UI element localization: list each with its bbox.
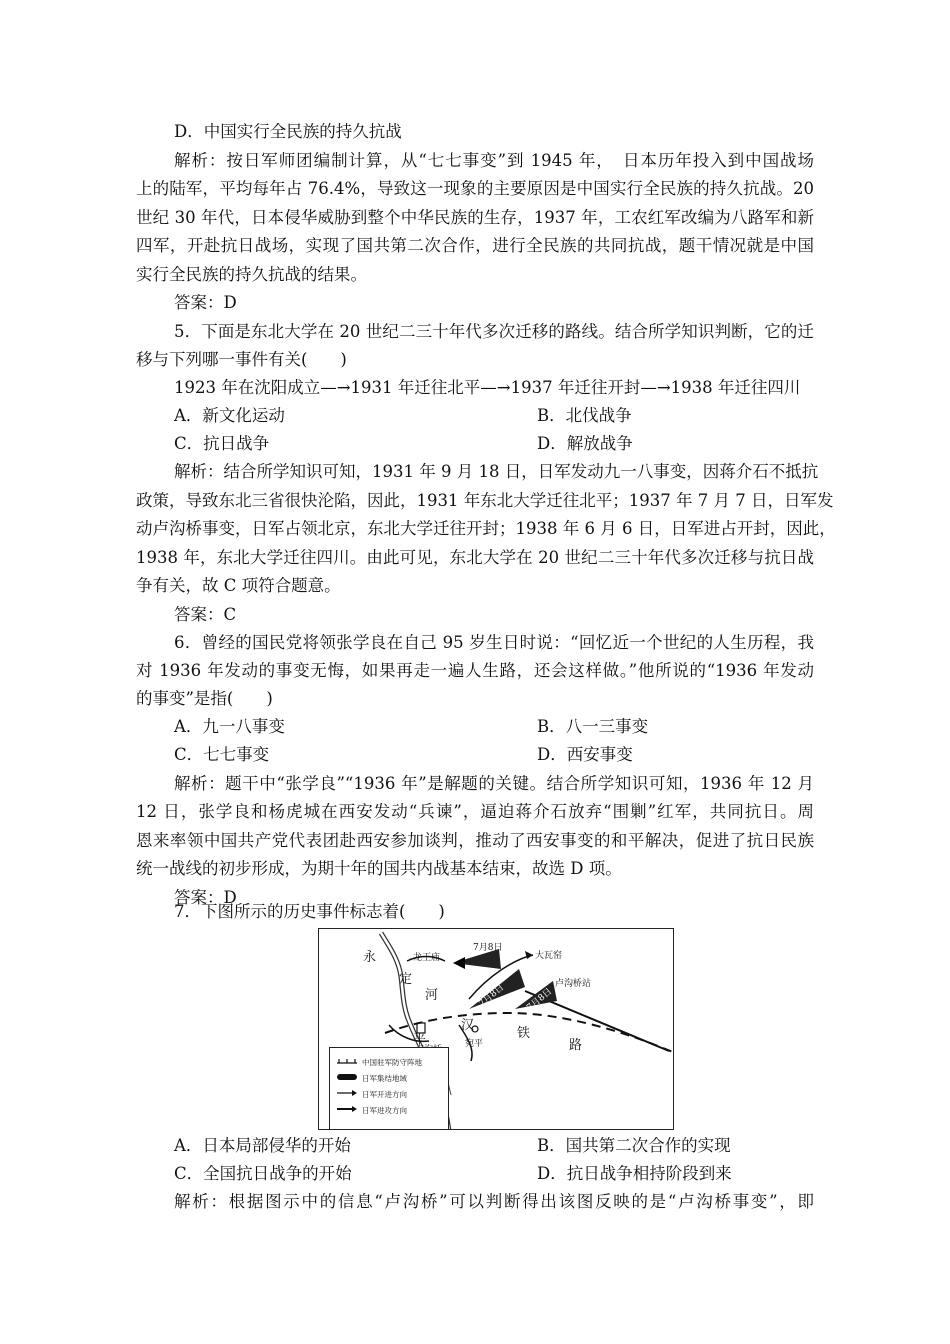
map-label-wanping: 宛平 (465, 1039, 484, 1049)
q5-analysis-line-3: 动卢沟桥事变，日军占领北京，东北大学迁往开封；1938 年 6 月 6 日，日军进占开封，因此， (136, 519, 836, 538)
q6-analysis-line-1: 解析：题干中“张学良”“1936 年”是解题的关键。结合所学知识可知，1936 年 12 月 (174, 774, 814, 793)
q6-option-b: B．八一三事变 (537, 717, 649, 736)
q5-option-a: A．新文化运动 (174, 406, 285, 425)
q5-analysis-line-4: 1938 年，东北大学迁往四川。由此可见，东北大学在 20 世纪二三十年代多次迁移与抗日战 (136, 548, 814, 567)
legend-defense-symbol (336, 1058, 358, 1064)
q6-analysis-line-4: 统一战线的初步形成，为期十年的国共内战基本结束，故选 D 项。 (136, 859, 622, 878)
legend-row-assembly (336, 1074, 448, 1084)
map-label-longwangmiao: 龙王庙 (413, 953, 441, 963)
q5-stem-line-1: 5．下面是东北大学在 20 世纪二三十年代多次迁移的路线。结合所学知识判断，它的迁 (174, 322, 814, 341)
q6-option-a: A．九一八事变 (174, 717, 285, 736)
map-label-lu: 路 (569, 1038, 583, 1053)
q5-route: 1923 年在沈阳成立—→1931 年迁往北平—→1937 年迁往开封—→1938 年迁往四川 (174, 378, 801, 397)
attack-arrow-1-head (453, 957, 465, 969)
q6-stem-line-3: 的事变”是指( ) (136, 689, 273, 708)
legend-row-attack (336, 1106, 448, 1116)
q5-analysis-line-2: 政策，导致东北三省很快沦陷，因此，1931 年东北大学迁往北平；1937 年 7 月 7 日，日军发 (136, 491, 834, 510)
legend-row-defense (336, 1058, 448, 1068)
map-label-han: 汉 (461, 1018, 475, 1033)
q4-analysis-line-3: 世纪 30 年代，日本侵华威胁到整个中华民族的生存，1937 年，工农红军改编为八路军和新 (136, 208, 814, 227)
q7-analysis-line-1: 解析：根据图示中的信息“卢沟桥”可以判断得出该图反映的是“卢沟桥事变”，即 (174, 1192, 814, 1211)
q4-option-d: D．中国实行全民族的持久抗战 (174, 122, 402, 141)
q4-analysis-line-5: 实行全民族的持久抗战的结果。 (136, 265, 367, 284)
q5-analysis-line-1: 解析：结合所学知识可知，1931 年 9 月 18 日，日军发动九一八事变，因蒋介石不抵抗 (174, 462, 819, 481)
q6-option-d: D．西安事变 (537, 745, 633, 764)
q6-analysis-line-3: 恩来率领中国共产党代表团赴西安参加谈判，推动了西安事变的和平解决，促进了抗日民族 (136, 831, 814, 850)
map-label-date-3: 7月8日 (525, 986, 555, 1014)
legend-text-attack: 日军进攻方向 (362, 1106, 407, 1115)
map-label-lugouqiao-station: 卢沟桥站 (555, 979, 592, 989)
q4-analysis-line-4: 四军，开赴抗日战场，实现了国共第二次合作，进行全民族的共同抗战，题干情况就是中国 (136, 236, 814, 255)
map-label-date-2: 7月8日 (477, 982, 507, 1010)
legend-attack-symbol (336, 1106, 358, 1112)
map-legend (329, 1047, 449, 1130)
q5-answer: 答案：C (174, 605, 237, 624)
q6-option-c: C．七七事变 (174, 745, 270, 764)
q6-stem-line-2: 对 1936 年发动的事变无悔，如果再走一遍人生路，还会这样做。”他所说的“1936 年发动 (136, 661, 814, 680)
legend-text-advance: 日军开进方向 (362, 1090, 407, 1099)
q4-answer: 答案：D (174, 293, 237, 312)
lugouqiao-incident-map (318, 928, 674, 1130)
q6-stem-line-1: 6．曾经的国民党将领张学良在自己 95 岁生日时说：“回忆近一个世纪的人生历程，我 (174, 633, 814, 652)
q5-option-b: B．北伐战争 (537, 406, 632, 425)
q7-option-a: A．日本局部侵华的开始 (174, 1136, 351, 1155)
q4-analysis-line-2: 上的陆军，平均每年占 76.4%，导致这一现象的主要原因是中国实行全民族的持久抗战。20 (136, 179, 814, 198)
map-label-dawayao: 大瓦窑 (535, 951, 563, 961)
map-label-date-1: 7月8日 (473, 943, 503, 953)
march-route-head (525, 951, 533, 959)
legend-assembly-symbol (336, 1074, 358, 1080)
map-label-he: 河 (425, 988, 439, 1003)
q7-option-d: D．抗日战争相持阶段到来 (537, 1164, 732, 1183)
q7-option-b: B．国共第二次合作的实现 (537, 1136, 731, 1155)
legend-text-defense: 中国驻军防守阵地 (362, 1058, 422, 1067)
legend-advance-symbol (336, 1090, 358, 1096)
q7-stem: 7．下图所示的历史事件标志着( ) (174, 902, 445, 921)
q6-analysis-line-2: 12 日，张学良和杨虎城在西安发动“兵谏”，逼迫蒋介石放弃“围剿”红军，共同抗日。周 (136, 802, 814, 821)
legend-row-advance (336, 1090, 448, 1100)
q5-option-d: D．解放战争 (537, 434, 633, 453)
map-label-yong: 永 (363, 950, 377, 965)
q7-option-c: C．全国抗日战争的开始 (174, 1164, 352, 1183)
q5-analysis-line-5: 争有关，故 C 项符合题意。 (136, 576, 341, 595)
q5-option-c: C．抗日战争 (174, 434, 270, 453)
map-label-ping: 平 (413, 1032, 427, 1047)
q4-analysis-line-1: 解析：按日军师团编制计算，从“七七事变”到 1945 年， 日本历年投入到中国战场 (174, 151, 814, 170)
map-label-ding: 定 (399, 972, 413, 987)
q5-stem-line-2: 移与下列哪一事件有关( ) (136, 350, 347, 369)
q6-answer: 答案：D (174, 888, 237, 907)
legend-text-assembly: 日军集结地域 (362, 1074, 407, 1083)
map-label-tie: 铁 (517, 1026, 531, 1041)
